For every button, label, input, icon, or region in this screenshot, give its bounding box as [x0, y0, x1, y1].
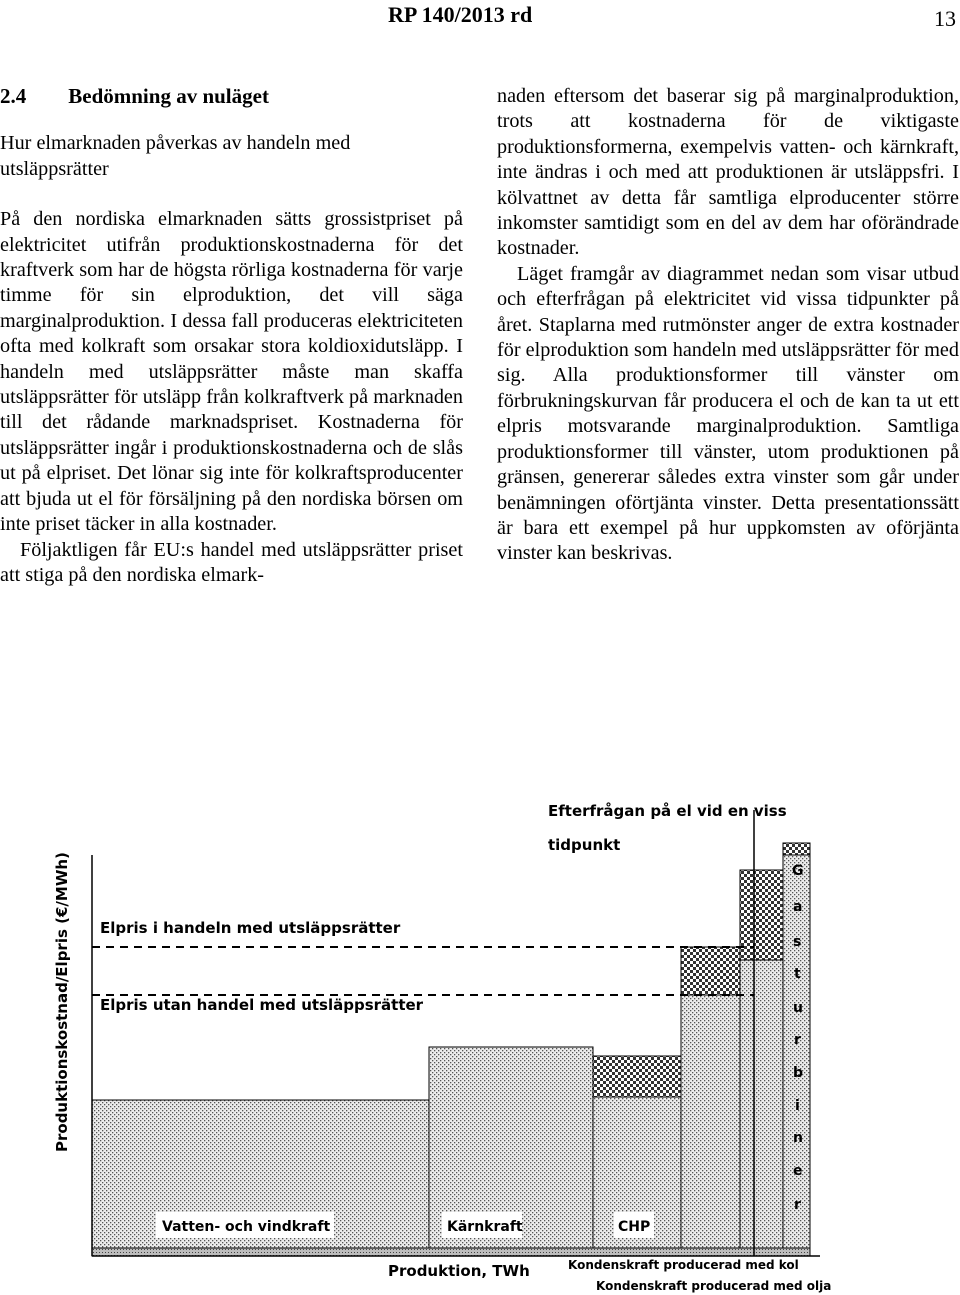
bars-group [92, 843, 810, 1256]
section-heading [0, 84, 463, 109]
x-axis-label: Produktion, TWh [388, 1262, 530, 1280]
y-axis-label: Produktionskostnad/Elpris (€/MWh) [53, 852, 71, 1152]
gasturbiner-letter: G [792, 863, 804, 879]
gasturbiner-letter: r [794, 1197, 801, 1213]
bar-label-vatten-och-vindkraft: Vatten- och vindkraft [162, 1219, 331, 1235]
right-column [497, 84, 959, 567]
label-price-with-trading: Elpris i handeln med utsläppsrätter [100, 919, 401, 937]
bar-kondenskraft-olja [740, 960, 783, 1248]
label-kondenskraft-olja: Kondenskraft producerad med olja [596, 1279, 832, 1293]
gasturbiner-letter: b [793, 1065, 804, 1081]
bar-chp-extra-cost [593, 1056, 681, 1097]
bar-gasturbiner-extra-cost [783, 843, 810, 855]
document-header-title: RP 140/2013 rd [388, 2, 533, 27]
right-paragraph-1: naden eftersom det baserar sig på marginalproduktion, trots att kostnaderna för de viktigaste produktionsformerna, exempelvis vatten- och kärnkraft, inte ändras i och med att produktionen är utsläppsfri. I kölvattnet av detta får samtliga elproducenter större inkomster samtidigt som en del av dem har oförändrade kostnader. [497, 85, 959, 260]
base-band [92, 1248, 810, 1256]
gasturbiner-letter: r [794, 1032, 801, 1048]
bar-kondenskraft-kol [681, 995, 740, 1248]
bar-kondenskraft-kol-extra-cost [681, 947, 740, 995]
subheading: Hur elmarknaden påverkas av handeln med utsläppsrätter [0, 132, 351, 180]
bar-label-karnkraft: Kärnkraft [447, 1219, 523, 1235]
section-title: Bedömning av nuläget [68, 84, 269, 108]
gasturbiner-letter: a [793, 899, 803, 915]
left-column [0, 84, 463, 588]
bar-kondenskraft-olja-extra-cost [740, 870, 783, 960]
label-demand-line-1: Efterfrågan på el vid en viss [548, 802, 787, 820]
label-price-without-trading: Elpris utan handel med utsläppsrätter [100, 996, 424, 1014]
left-paragraph-1: På den nordiska elmarknaden sätts grossistpriset på elektricitet utifrån produktionskostnaderna för det kraftverk som har de högsta rörliga kostnaderna för varje timme för sin elproduktion, det vill säga marginalproduktion. I dessa fall produceras elektriciteten ofta med kolkraft som orsakar stora koldioxidutsläpp. I handeln med utsläppsrätter måste man skaffa utsläppsrätter för utsläpp från kolkraftverk på marknaden till det rådande marknadspriset. Kostnaderna för utsläppsrätter ingår i produktionskostnaderna och de slås ut på elpriset. Det lönar sig inte för kolkraftsproducenter att bjuda ut el för försäljning på den nordiska börsen om inte priset täcker in alla kostnader. [0, 208, 463, 536]
right-paragraph-2: Läget framgår av diagrammet nedan som visar utbud och efterfrågan på elektricitet vid vissa tidpunkter på året. Staplarna med rutmönster anger de extra kostnader för elproduktion som handeln med utsläppsrätter för med sig. Alla produktionsformer till vänster om förbrukningskurvan får producera el och de kan ta ut ett elpris motsvarande marginalproduktion. Samtliga produktionsformer till vänster, utom produktionen på gränsen, genererar således extra vinster som går under benämningen oförtjänta vinster. Detta presentationssätt är bara ett exempel på hur uppkomsten av oförjänta vinster kan beskrivas. [497, 262, 959, 565]
supply-demand-chart [0, 700, 960, 1295]
bar-label-chp: CHP [618, 1219, 651, 1235]
gasturbiner-letter: e [793, 1163, 803, 1179]
left-paragraph-2: Följaktligen får EU:s handel med utsläppsrätter priset att stiga på den nordiska elmark- [0, 538, 463, 586]
label-kondenskraft-kol: Kondenskraft producerad med kol [568, 1258, 799, 1272]
label-demand-line-2: tidpunkt [548, 836, 621, 854]
section-number: 2.4 [0, 84, 27, 108]
page-number: 13 [934, 6, 956, 31]
gasturbiner-letter: t [794, 966, 801, 982]
gasturbiner-letter: i [795, 1098, 800, 1114]
gasturbiner-letter: n [793, 1130, 803, 1146]
gasturbiner-letter: s [793, 934, 802, 950]
gasturbiner-letter: u [793, 1000, 803, 1016]
